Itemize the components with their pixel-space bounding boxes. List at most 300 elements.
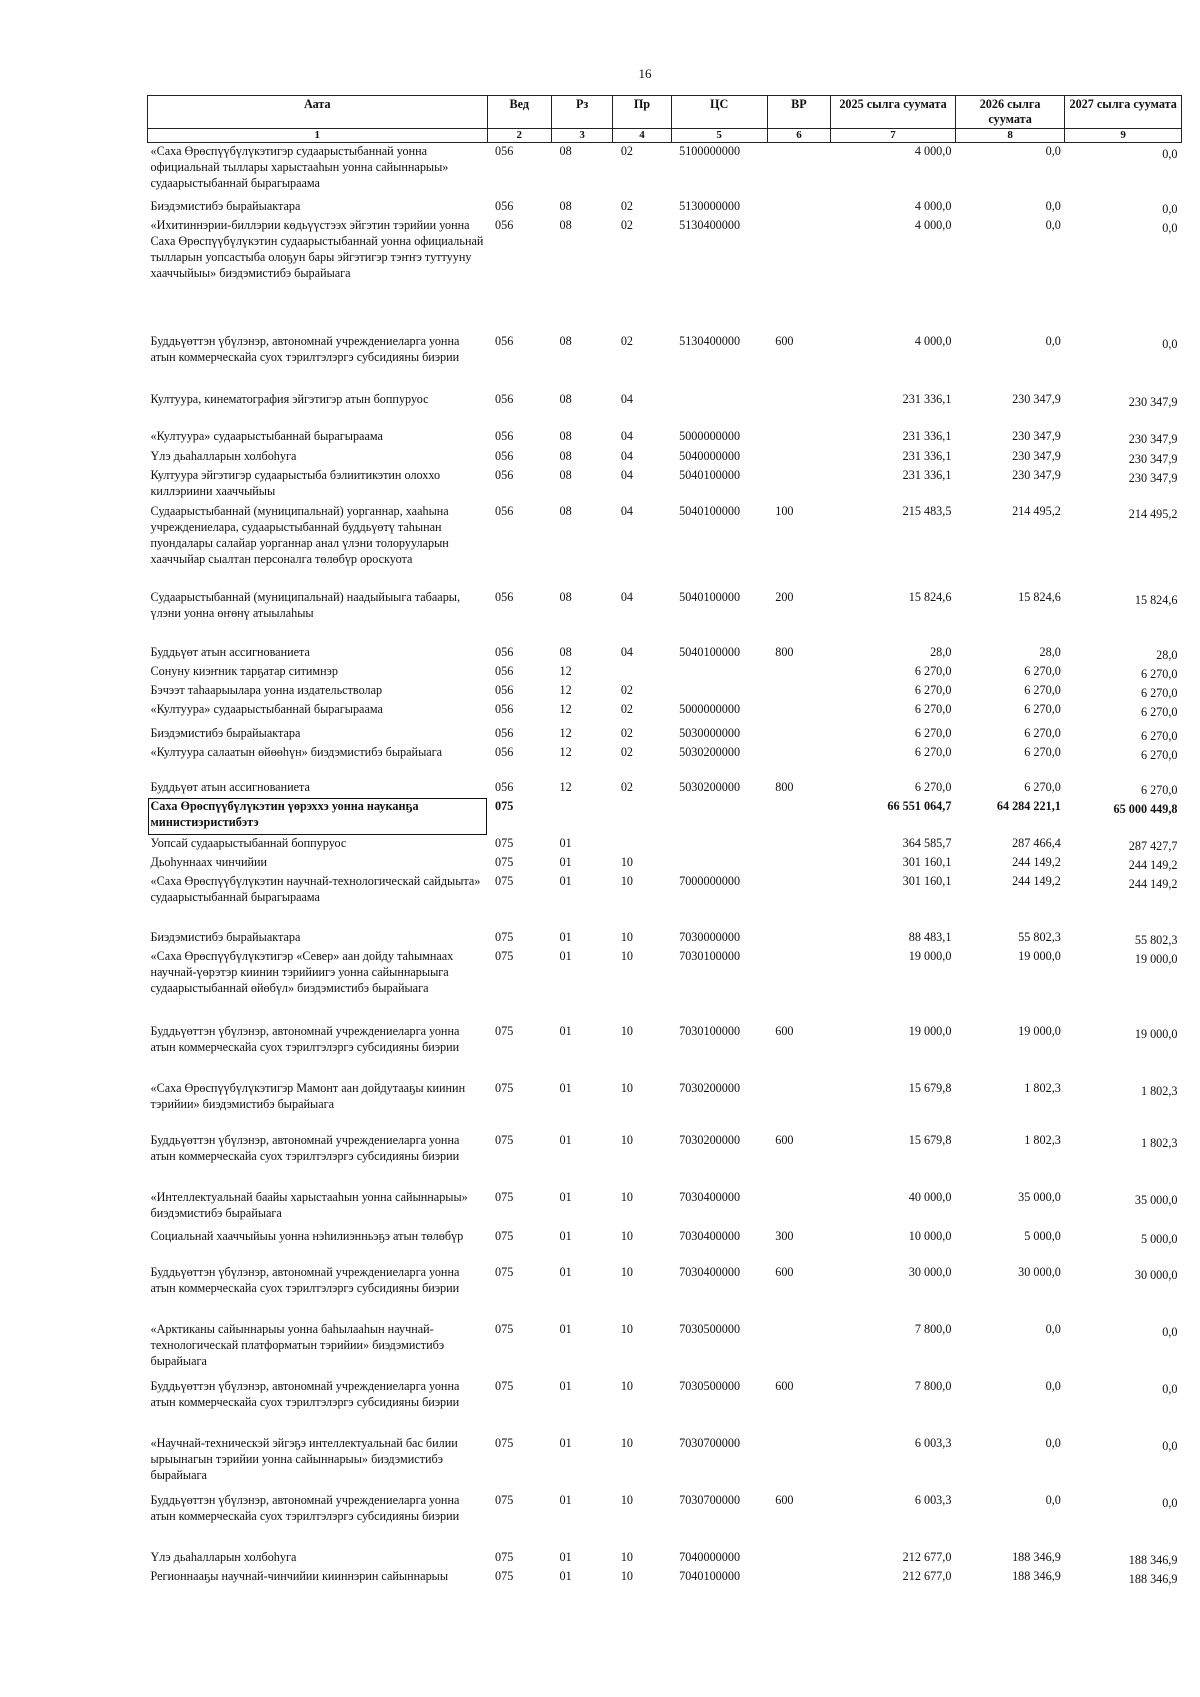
row-pr: 10	[620, 1568, 634, 1583]
row-rz: 08	[559, 467, 572, 482]
row-vr: 600	[775, 1492, 794, 1507]
row-amount-2027-value: 188 346,9	[1128, 1571, 1178, 1586]
row-name: «Саха Өрөспүүбүлүкэтигэр «Север» аан дойду таһымнаах научнай-үөрэтэр киинин тэрийиигэ уонна сайыннарыыга судаарыстыбаннай өйөбүл» биэдэмистибэ бырайыага	[150, 948, 454, 995]
row-cs: 5040100000	[679, 467, 741, 482]
row-pr: 10	[620, 1023, 634, 1038]
row-rz: 08	[559, 391, 572, 406]
row-amount-2027	[1065, 391, 1182, 428]
row-ved: 056	[495, 744, 514, 759]
row-amount-2027	[1065, 682, 1182, 701]
table-row	[148, 644, 1182, 663]
table-row	[148, 1132, 1182, 1189]
row-amount-2025: 364 585,7	[902, 835, 952, 850]
row-pr: 10	[620, 854, 634, 869]
row-amount-2027	[1065, 663, 1182, 682]
row-amount-2027	[1065, 1492, 1182, 1549]
row-vr	[767, 391, 830, 428]
row-pr: 04	[620, 428, 634, 443]
row-name: Биэдэмистибэ бырайыактара	[150, 929, 301, 944]
row-rz: 01	[559, 1492, 572, 1507]
row-amount-2026: 0,0	[1045, 1435, 1061, 1450]
row-amount-2025: 231 336,1	[902, 448, 952, 463]
row-ved: 056	[495, 428, 514, 443]
row-amount-2027-value: 214 495,2	[1128, 506, 1178, 521]
column-number: 2	[487, 129, 551, 143]
table-row	[148, 198, 1182, 217]
row-amount-2026: 6 270,0	[1024, 663, 1061, 678]
table-row	[148, 682, 1182, 701]
row-cs: 5000000000	[679, 701, 741, 716]
row-cs: 5030200000	[679, 744, 741, 759]
row-amount-2026: 6 270,0	[1024, 779, 1061, 794]
row-amount-2027	[1065, 1549, 1182, 1568]
row-amount-2026: 5 000,0	[1024, 1228, 1061, 1243]
table-row	[148, 1568, 1182, 1604]
row-ved: 075	[495, 873, 514, 888]
row-rz: 12	[559, 779, 572, 794]
row-amount-2025: 212 677,0	[902, 1568, 952, 1583]
row-amount-2025: 212 677,0	[902, 1549, 952, 1564]
row-name: Биэдэмистибэ бырайыактара	[150, 725, 301, 740]
row-pr: 02	[620, 725, 634, 740]
row-cs: 7040000000	[679, 1549, 741, 1564]
row-cs: 7030100000	[679, 1023, 741, 1038]
row-amount-2027	[1065, 1023, 1182, 1080]
row-vr	[767, 798, 830, 835]
row-ved: 075	[495, 1023, 514, 1038]
table-row	[148, 428, 1182, 448]
row-amount-2026: 230 347,9	[1012, 428, 1061, 443]
row-cs	[671, 663, 767, 682]
row-amount-2026: 1 802,3	[1024, 1132, 1061, 1147]
row-amount-2027	[1065, 1189, 1182, 1228]
row-rz: 01	[559, 1435, 572, 1450]
row-pr: 10	[620, 1549, 634, 1564]
row-amount-2026: 188 346,9	[1012, 1568, 1061, 1583]
row-ved: 075	[495, 1132, 514, 1147]
row-amount-2026: 64 284 221,1	[996, 798, 1061, 813]
row-cs	[671, 854, 767, 873]
row-amount-2027	[1065, 1132, 1182, 1189]
row-pr: 10	[620, 873, 634, 888]
row-vr	[767, 873, 830, 929]
row-amount-2027-value: 0,0	[1162, 147, 1178, 161]
row-amount-2027-value: 6 270,0	[1140, 685, 1178, 700]
row-amount-2027-value: 244 149,2	[1128, 876, 1178, 891]
table-header-row	[148, 96, 1182, 129]
row-amount-2025: 6 003,3	[914, 1435, 952, 1450]
table-row	[148, 873, 1182, 929]
row-amount-2027	[1065, 779, 1182, 798]
row-pr: 10	[620, 1492, 634, 1507]
table-row	[148, 1492, 1182, 1549]
row-rz: 01	[559, 1132, 572, 1147]
row-rz: 01	[559, 929, 572, 944]
row-amount-2025: 10 000,0	[908, 1228, 952, 1243]
row-amount-2027-value: 230 347,9	[1128, 394, 1178, 409]
row-name: Үлэ дьаһалларын холбоһуга	[150, 1549, 297, 1564]
row-amount-2027-value: 6 270,0	[1140, 704, 1178, 719]
row-amount-2027-value: 6 270,0	[1140, 747, 1178, 762]
row-rz: 01	[559, 1549, 572, 1564]
row-cs: 7030200000	[679, 1132, 741, 1147]
row-vr	[767, 1435, 830, 1492]
row-vr	[767, 835, 830, 854]
row-pr: 10	[620, 1264, 634, 1279]
row-rz: 08	[559, 448, 572, 463]
row-rz: 01	[559, 835, 572, 850]
row-cs: 5130400000	[679, 217, 741, 232]
row-amount-2025: 4 000,0	[914, 333, 952, 348]
row-amount-2027-value: 0,0	[1162, 1324, 1178, 1339]
row-rz: 01	[559, 1228, 572, 1243]
header-ved: Вед	[487, 96, 551, 129]
row-vr: 800	[775, 644, 794, 659]
row-amount-2025: 231 336,1	[902, 428, 952, 443]
row-amount-2027-value: 65 000 449,8	[1113, 801, 1178, 816]
row-ved: 056	[495, 644, 514, 659]
row-amount-2025: 15 679,8	[908, 1132, 952, 1147]
row-amount-2025: 4 000,0	[914, 198, 952, 213]
row-amount-2025: 6 270,0	[914, 725, 952, 740]
row-pr: 10	[620, 1228, 634, 1243]
table-row	[148, 1023, 1182, 1080]
row-pr	[613, 663, 671, 682]
row-name: Саха Өрөспүүбүлүкэтин үөрэххэ уонна науканҕа министиэристибэтэ	[148, 798, 488, 835]
row-pr: 10	[620, 1080, 634, 1095]
row-amount-2027	[1065, 217, 1182, 333]
row-amount-2026: 1 802,3	[1024, 1080, 1061, 1095]
row-ved: 075	[495, 1189, 514, 1204]
header-2027: 2027 сылга суумата	[1065, 96, 1182, 129]
row-name: Социальнай хааччыйыы уонна нэһилиэнньэҕэ атын төлөбүр	[150, 1228, 464, 1243]
row-rz: 12	[559, 725, 572, 740]
row-amount-2025: 30 000,0	[908, 1264, 952, 1279]
row-amount-2027	[1065, 725, 1182, 744]
row-name: «Саха Өрөспүүбүлүкэтигэр судаарыстыбаннай уонна официальнай тыллары харыстааһын уонна сайыннарыы» судаарыстыбаннай бырагыраама	[150, 144, 449, 190]
row-ved: 056	[495, 333, 514, 348]
row-amount-2026: 230 347,9	[1012, 467, 1061, 482]
row-vr: 600	[775, 1132, 794, 1147]
row-cs: 5130400000	[679, 333, 741, 348]
row-pr: 10	[620, 929, 634, 944]
row-amount-2026: 214 495,2	[1012, 503, 1061, 518]
row-vr: 200	[775, 589, 794, 604]
row-amount-2027-value: 1 802,3	[1140, 1083, 1178, 1098]
row-amount-2027	[1065, 798, 1182, 835]
row-pr: 10	[620, 1189, 634, 1204]
table-row	[148, 1080, 1182, 1132]
row-amount-2027	[1065, 1228, 1182, 1264]
row-rz: 08	[559, 503, 572, 518]
row-amount-2027-value: 6 270,0	[1140, 782, 1178, 797]
row-pr: 10	[620, 1378, 634, 1393]
row-amount-2027-value: 28,0	[1156, 647, 1178, 662]
row-vr	[767, 682, 830, 701]
row-amount-2025: 88 483,1	[908, 929, 952, 944]
header-pr: Пр	[613, 96, 671, 129]
row-pr: 04	[620, 503, 634, 518]
row-cs: 7030700000	[679, 1492, 741, 1507]
table-row	[148, 448, 1182, 467]
row-amount-2027	[1065, 143, 1182, 198]
row-amount-2025: 66 551 064,7	[887, 798, 952, 813]
row-amount-2025: 301 160,1	[902, 873, 952, 888]
row-amount-2027	[1065, 467, 1182, 503]
row-amount-2026: 19 000,0	[1018, 948, 1061, 963]
row-ved: 056	[495, 663, 514, 678]
row-amount-2027-value: 0,0	[1162, 1381, 1178, 1396]
row-amount-2025: 6 270,0	[914, 663, 952, 678]
row-amount-2027-value: 6 270,0	[1140, 728, 1178, 743]
row-rz: 08	[559, 198, 572, 213]
table-row	[148, 1321, 1182, 1378]
row-pr: 02	[620, 682, 634, 697]
row-name: Сонуну киэҥник тарҕатар ситимнэр	[150, 663, 338, 678]
row-amount-2027-value: 0,0	[1162, 336, 1178, 351]
row-pr: 02	[620, 217, 634, 232]
row-cs: 7030400000	[679, 1189, 741, 1204]
row-name: Буддьүөттэн үбүлэнэр, автономнай учреждениеларга уонна атын коммерческайа суох тэрилтэлэргэ субсидияны биэрии	[150, 1492, 460, 1523]
row-ved: 056	[495, 589, 514, 604]
row-amount-2027	[1065, 744, 1182, 779]
table-row	[148, 1435, 1182, 1492]
row-ved: 075	[495, 948, 514, 963]
row-rz: 01	[559, 1378, 572, 1393]
row-rz: 12	[559, 744, 572, 759]
row-rz: 01	[559, 1189, 572, 1204]
column-number: 4	[613, 129, 671, 143]
row-ved: 056	[495, 779, 514, 794]
row-vr: 600	[775, 1023, 794, 1038]
row-pr	[613, 798, 671, 835]
row-cs	[671, 798, 767, 835]
row-vr	[767, 929, 830, 948]
row-vr	[767, 428, 830, 448]
row-name: «Саха Өрөспүүбүлүкэтин научнай-технологическай сайдыыта» судаарыстыбаннай бырагыраама	[150, 873, 481, 904]
table-row	[148, 467, 1182, 503]
row-name: «Култуура» судаарыстыбаннай бырагыраама	[150, 701, 383, 716]
row-cs: 7030400000	[679, 1264, 741, 1279]
column-number: 9	[1065, 129, 1182, 143]
table-row	[148, 1549, 1182, 1568]
row-vr	[767, 663, 830, 682]
row-cs: 5130000000	[679, 198, 741, 213]
row-amount-2027	[1065, 1080, 1182, 1132]
row-amount-2025: 6 270,0	[914, 744, 952, 759]
row-amount-2027	[1065, 198, 1182, 217]
row-name: Буддьүөттэн үбүлэнэр, автономнай учреждениеларга уонна атын коммерческайа суох тэрилтэлэргэ субсидияны биэрии	[150, 1023, 460, 1054]
row-cs: 5040100000	[679, 503, 741, 518]
header-rz: Рз	[551, 96, 612, 129]
row-ved: 075	[495, 929, 514, 944]
table-row	[148, 744, 1182, 779]
row-amount-2026: 188 346,9	[1012, 1549, 1061, 1564]
row-amount-2026: 0,0	[1045, 333, 1061, 348]
row-cs: 7030200000	[679, 1080, 741, 1095]
row-rz: 08	[559, 589, 572, 604]
column-number: 6	[767, 129, 830, 143]
row-pr: 02	[620, 333, 634, 348]
row-vr: 600	[775, 1378, 794, 1393]
row-name: Буддьүөт атын ассигнованиета	[150, 779, 310, 794]
row-pr	[613, 835, 671, 854]
header-2026: 2026 сылга суумата	[955, 96, 1064, 129]
page-number: 16	[638, 66, 652, 81]
row-amount-2026: 0,0	[1045, 1492, 1061, 1507]
row-amount-2027	[1065, 333, 1182, 391]
row-amount-2025: 6 270,0	[914, 701, 952, 716]
row-ved: 056	[495, 144, 514, 158]
row-name: «Култуура» судаарыстыбаннай бырагыраама	[150, 428, 383, 443]
row-rz: 01	[559, 854, 572, 869]
row-name: «Култуура салаатын өйөөһүн» биэдэмистибэ бырайыага	[150, 744, 443, 759]
table-row	[148, 391, 1182, 428]
table-body	[148, 143, 1182, 1604]
row-name: Култуура эйгэтигэр судаарыстыба бэлиитикэтин олоххо киллэриини хааччыйыы	[150, 467, 441, 498]
row-name: Буддьүөттэн үбүлэнэр, автономнай учреждениеларга уонна атын коммерческайа суох тэрилтэлэргэ субсидияны биэрии	[150, 1132, 460, 1163]
row-amount-2027-value: 55 802,3	[1134, 932, 1178, 947]
table-row	[148, 1228, 1182, 1264]
row-pr: 02	[620, 701, 634, 716]
row-amount-2027-value: 19 000,0	[1134, 951, 1178, 966]
row-amount-2026: 244 149,2	[1012, 854, 1061, 869]
row-rz: 01	[559, 1568, 572, 1583]
header-2025: 2025 сылга суумата	[831, 96, 956, 129]
row-amount-2027-value: 1 802,3	[1140, 1135, 1178, 1150]
table-row	[148, 798, 1182, 835]
column-number: 1	[148, 129, 488, 143]
table-row	[148, 217, 1182, 333]
row-amount-2026: 0,0	[1045, 1378, 1061, 1393]
column-number: 5	[671, 129, 767, 143]
row-amount-2026: 230 347,9	[1012, 448, 1061, 463]
table-row	[148, 948, 1182, 1023]
row-amount-2027-value: 15 824,6	[1134, 592, 1178, 607]
row-rz	[551, 798, 612, 835]
row-ved: 075	[495, 1321, 514, 1336]
row-amount-2025: 19 000,0	[908, 1023, 952, 1038]
row-amount-2025: 231 336,1	[902, 467, 952, 482]
row-amount-2025: 40 000,0	[908, 1189, 952, 1204]
row-amount-2027	[1065, 589, 1182, 644]
row-amount-2025: 15 679,8	[908, 1080, 952, 1095]
row-cs: 5040100000	[679, 589, 741, 604]
row-amount-2027-value: 0,0	[1162, 1438, 1178, 1453]
row-rz: 01	[559, 948, 572, 963]
row-cs: 5040000000	[679, 448, 741, 463]
row-pr: 04	[620, 391, 634, 406]
row-rz: 08	[559, 428, 572, 443]
row-amount-2025: 7 800,0	[914, 1321, 952, 1336]
row-amount-2027-value: 0,0	[1162, 1495, 1178, 1510]
row-cs: 7030700000	[679, 1435, 741, 1450]
table-row	[148, 725, 1182, 744]
row-amount-2026: 6 270,0	[1024, 725, 1061, 740]
row-cs: 5100000000	[679, 144, 741, 158]
row-vr	[767, 725, 830, 744]
row-amount-2025: 6 003,3	[914, 1492, 952, 1507]
row-amount-2027-value: 35 000,0	[1134, 1192, 1178, 1207]
row-name: Буддьүөт атын ассигнованиета	[150, 644, 310, 659]
header-cs: ЦС	[671, 96, 767, 129]
row-amount-2027-value: 19 000,0	[1134, 1026, 1178, 1041]
row-ved: 075	[495, 1435, 514, 1450]
row-pr: 02	[620, 779, 634, 794]
row-name: Үлэ дьаһалларын холбоһуга	[150, 448, 297, 463]
table-row	[148, 929, 1182, 948]
row-amount-2027-value: 188 346,9	[1128, 1552, 1178, 1567]
row-amount-2026: 0,0	[1045, 1321, 1061, 1336]
row-name: Биэдэмистибэ бырайыактара	[150, 198, 301, 213]
row-ved: 056	[495, 448, 514, 463]
row-amount-2027	[1065, 1568, 1182, 1604]
row-amount-2027-value: 0,0	[1162, 220, 1178, 235]
row-cs	[671, 682, 767, 701]
row-ved: 075	[495, 1228, 514, 1243]
row-amount-2027	[1065, 948, 1182, 1023]
row-vr	[767, 744, 830, 779]
row-amount-2026: 28,0	[1039, 644, 1061, 659]
row-amount-2027	[1065, 1435, 1182, 1492]
row-amount-2027	[1065, 1378, 1182, 1435]
row-vr	[767, 1189, 830, 1228]
row-amount-2026: 287 466,4	[1012, 835, 1061, 850]
row-rz: 01	[559, 1264, 572, 1279]
row-name: Регионнааҕы научнай-чинчийии кииннэрин сайыннарыы	[150, 1568, 449, 1583]
row-cs	[671, 835, 767, 854]
header-vr: ВР	[767, 96, 830, 129]
column-number: 8	[955, 129, 1064, 143]
row-rz: 01	[559, 1023, 572, 1038]
row-rz: 08	[559, 217, 572, 232]
row-amount-2025: 7 800,0	[914, 1378, 952, 1393]
row-pr: 02	[620, 144, 634, 158]
row-ved: 056	[495, 503, 514, 518]
row-cs: 7040100000	[679, 1568, 741, 1583]
row-name: «Научнай-техническэй эйгэҕэ интеллектуальнай бас билии ырыынагын тэрийии уонна сайыннарыы» биэдэмистибэ бырайыага	[150, 1435, 458, 1482]
row-amount-2027-value: 230 347,9	[1128, 451, 1178, 466]
row-amount-2027	[1065, 929, 1182, 948]
row-vr: 600	[775, 333, 794, 348]
row-cs: 7030500000	[679, 1321, 741, 1336]
row-vr: 100	[775, 503, 794, 518]
row-ved: 056	[495, 391, 514, 406]
row-ved: 075	[495, 1492, 514, 1507]
row-amount-2027-value: 230 347,9	[1128, 431, 1178, 446]
row-amount-2027	[1065, 854, 1182, 873]
row-amount-2025: 4 000,0	[914, 144, 952, 158]
table-row	[148, 1189, 1182, 1228]
row-cs: 5030000000	[679, 725, 741, 740]
row-amount-2027-value: 6 270,0	[1140, 666, 1178, 681]
row-vr	[767, 217, 830, 333]
row-vr	[767, 143, 830, 198]
row-rz: 08	[559, 144, 572, 158]
row-cs: 7030400000	[679, 1228, 741, 1243]
row-pr: 04	[620, 448, 634, 463]
row-ved: 075	[495, 1568, 514, 1583]
row-rz: 01	[559, 1080, 572, 1095]
row-ved: 075	[495, 854, 514, 869]
row-vr	[767, 854, 830, 873]
budget-table	[147, 95, 1182, 1604]
row-cs: 7000000000	[679, 873, 741, 888]
table-row	[148, 835, 1182, 854]
row-name: Уопсай судаарыстыбаннай боппуруос	[150, 835, 347, 850]
row-rz: 08	[559, 333, 572, 348]
row-pr: 10	[620, 1321, 634, 1336]
